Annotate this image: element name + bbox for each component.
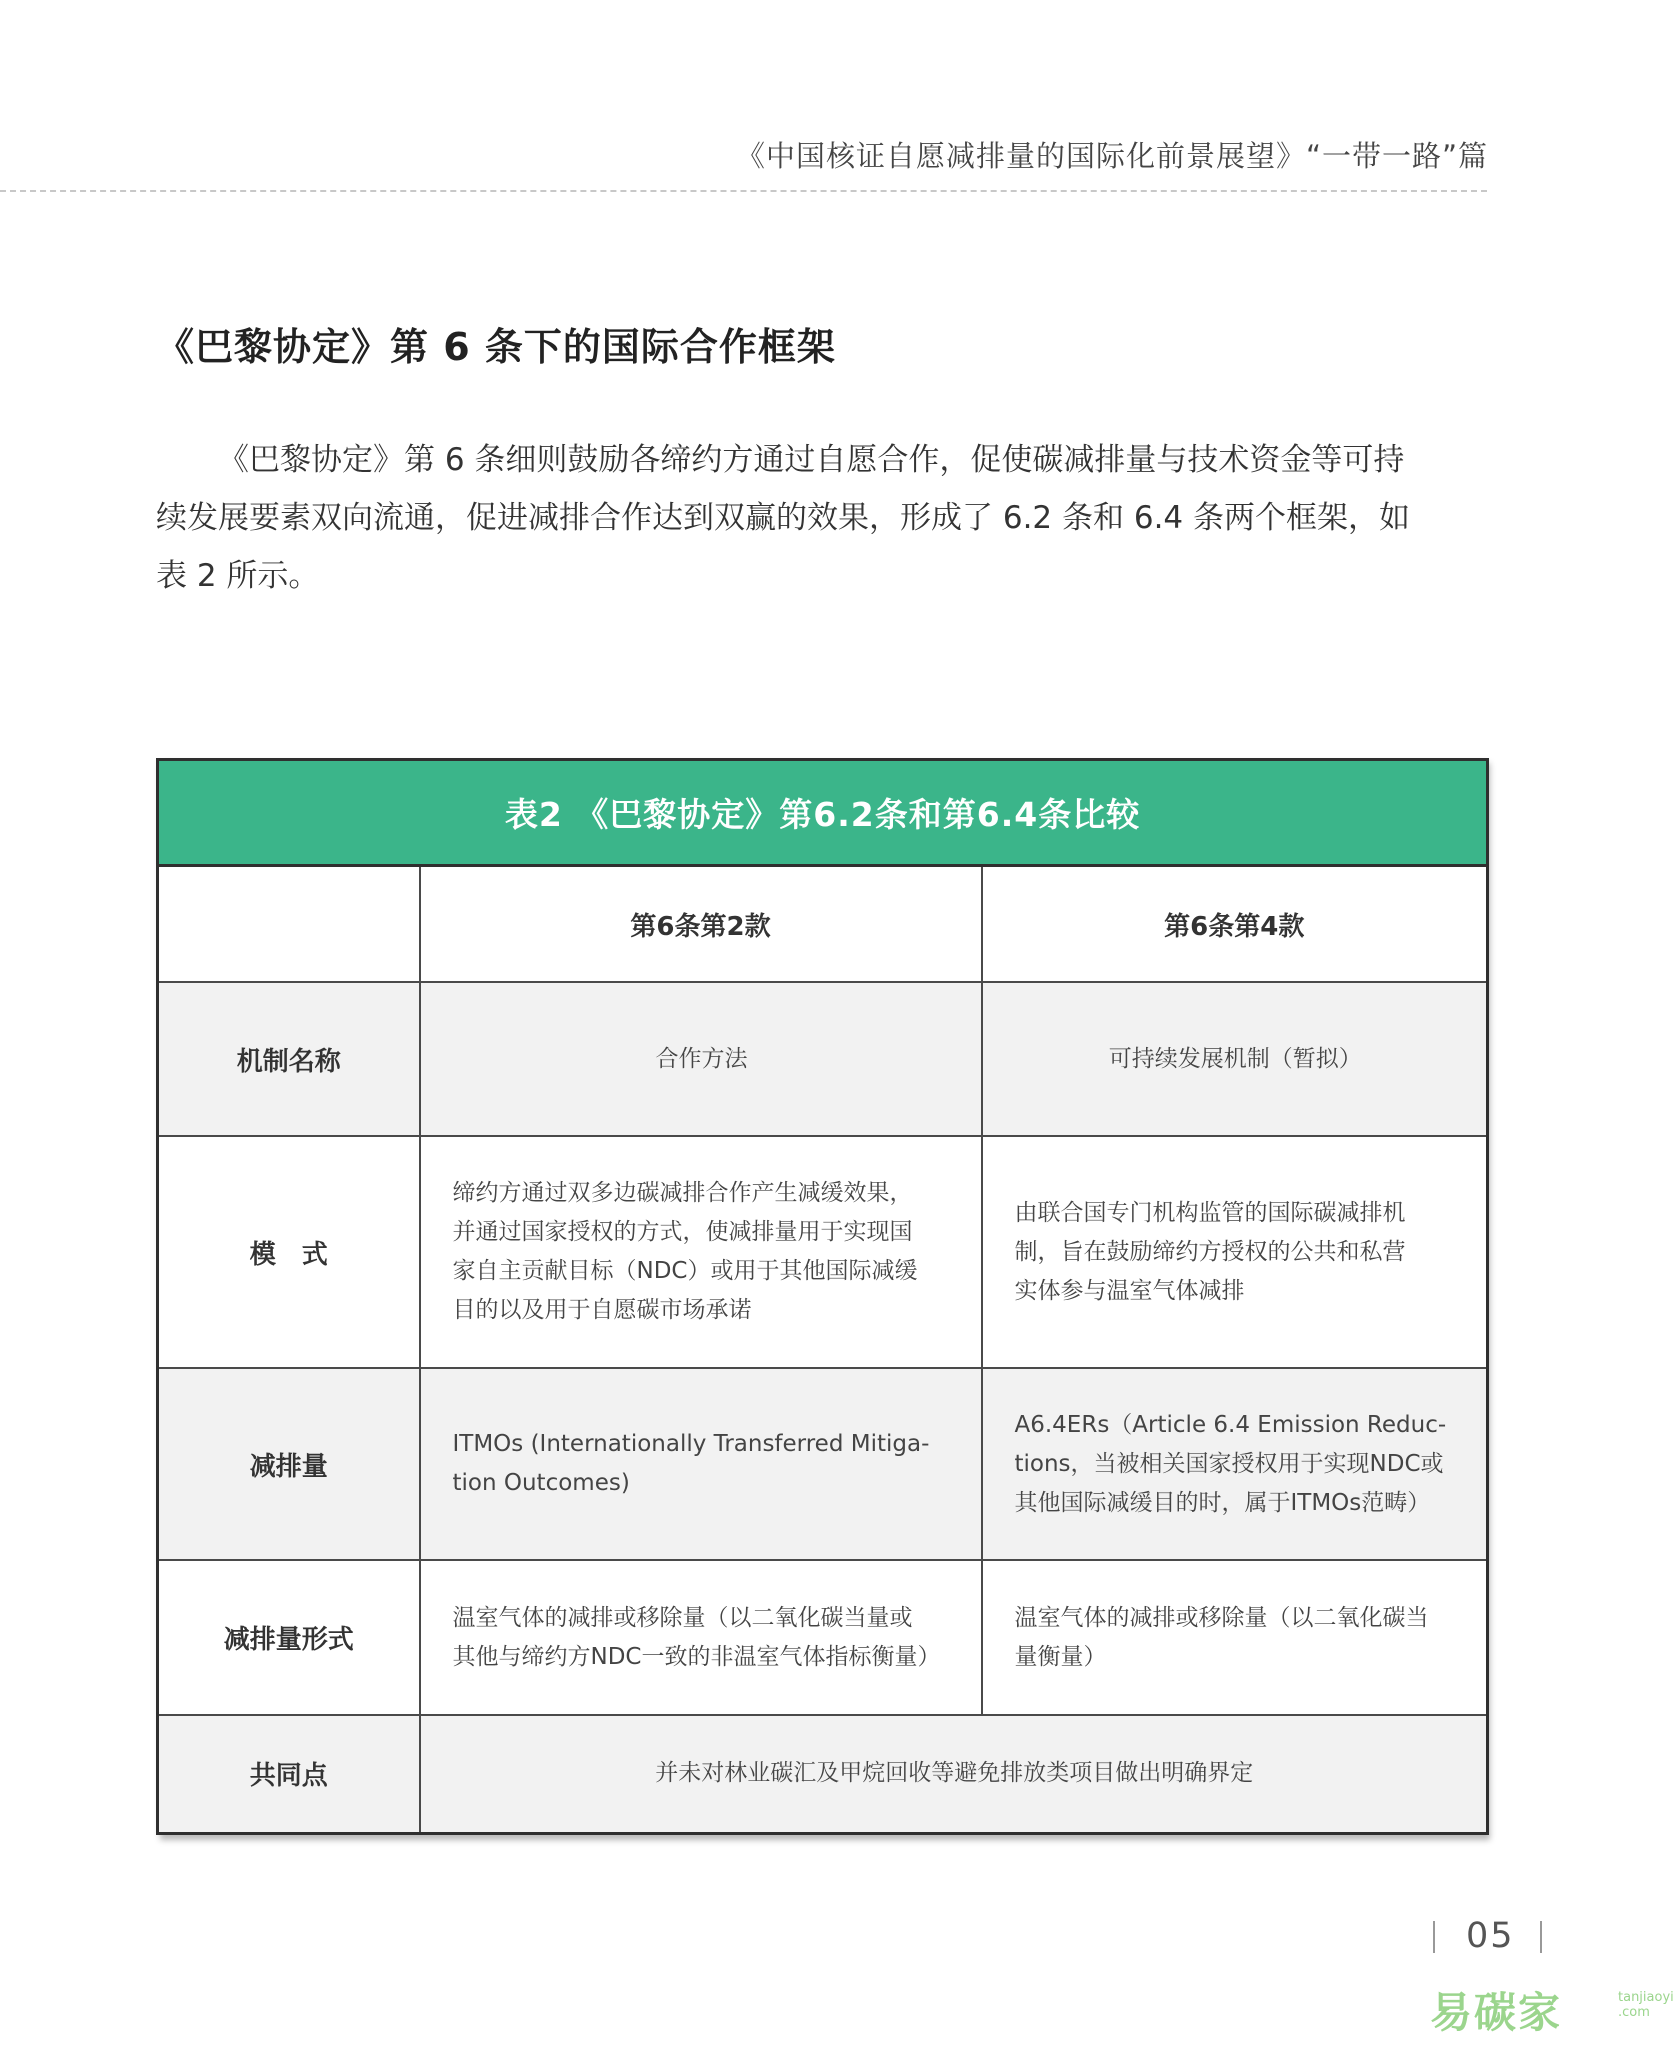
row-label-reduction-form: 减排量形式 — [158, 1560, 420, 1715]
table-row — [158, 1560, 1488, 1715]
cell-6-4-mode — [982, 1136, 1488, 1368]
watermark-domain-line: tanjiaoyi — [1618, 1990, 1674, 2005]
cell-6-4-reduction-form — [982, 1560, 1488, 1715]
row-label-mode: 模 式 — [158, 1136, 420, 1368]
page-number — [1438, 1916, 1515, 1956]
row-label-common: 共同点 — [158, 1715, 420, 1833]
watermark-logo: 易碳家 — [1430, 1988, 1563, 2037]
cell-common-value — [420, 1715, 1488, 1833]
cell-text: 温室气体的减排或移除量（以二氧化碳当量或 — [452, 1604, 913, 1631]
table-row — [158, 982, 1488, 1136]
cell-text: 其他国际减缓目的时，属于ITMOs范畴） — [1014, 1489, 1431, 1516]
comparison-table — [156, 758, 1486, 1835]
cell-6-4-mechanism-name — [982, 982, 1488, 1136]
table-row — [158, 1368, 1488, 1560]
cell-text: 合作方法 — [655, 1045, 748, 1072]
cell-text: 制，旨在鼓励缔约方授权的公共和私营 — [1014, 1238, 1406, 1265]
section-title: 《巴黎协定》第 6 条下的国际合作框架 — [156, 325, 836, 369]
table-corner-cell — [158, 866, 420, 983]
cell-6-2-mode — [420, 1136, 982, 1368]
cell-text: ITMOs (Internationally Transferred Mitiga- — [452, 1431, 930, 1457]
watermark-domain-line: .com — [1618, 2005, 1650, 2020]
column-header-6-2: 第6条第2款 — [420, 866, 982, 983]
paragraph-line: 表 2 所示。 — [156, 558, 320, 594]
table-row — [158, 1715, 1488, 1833]
paragraph-line: 续发展要素双向流通，促进减排合作达到双赢的效果，形成了 6.2 条和 6.4 条两个框架，如 — [156, 500, 1411, 536]
watermark-domain — [1618, 1990, 1674, 2020]
page-number-bar-right — [1540, 1921, 1542, 1953]
header-divider — [0, 190, 1487, 192]
row-label-reductions: 减排量 — [158, 1368, 420, 1560]
page-number-bar-left — [1433, 1921, 1435, 1953]
cell-6-2-reductions — [420, 1368, 982, 1560]
intro-paragraph — [156, 431, 1486, 605]
cell-text: 其他与缔约方NDC一致的非温室气体指标衡量） — [452, 1643, 941, 1670]
cell-text: 目的以及用于自愿碳市场承诺 — [452, 1297, 752, 1323]
cell-text: 量衡量） — [1014, 1643, 1107, 1670]
cell-text: A6.4ERs（Article 6.4 Emission Reduc- — [1014, 1411, 1447, 1438]
cell-text: 缔约方通过双多边碳减排合作产生减缓效果， — [452, 1180, 913, 1206]
row-label-mechanism-name: 机制名称 — [158, 982, 420, 1136]
column-header-6-4: 第6条第4款 — [982, 866, 1488, 983]
cell-text: 并未对林业碳汇及甲烷回收等避免排放类项目做出明确界定 — [655, 1760, 1254, 1787]
cell-text: 并通过国家授权的方式，使减排量用于实现国 — [452, 1219, 913, 1245]
cell-text: tion Outcomes) — [452, 1470, 630, 1496]
cell-text: 实体参与温室气体减排 — [1014, 1277, 1245, 1304]
cell-text: 温室气体的减排或移除量（以二氧化碳当 — [1014, 1604, 1429, 1631]
cell-6-2-reduction-form — [420, 1560, 982, 1715]
page-number-text: 05 — [1466, 1916, 1515, 1956]
cell-text: 家自主贡献目标（NDC）或用于其他国际减缓 — [452, 1258, 918, 1284]
table-caption: 表2 《巴黎协定》第6.2条和第6.4条比较 — [158, 760, 1488, 866]
table-row — [158, 1136, 1488, 1368]
paragraph-line: 《巴黎协定》第 6 条细则鼓励各缔约方通过自愿合作，促使碳减排量与技术资金等可持 — [218, 442, 1405, 478]
cell-text: 可持续发展机制（暂拟） — [1108, 1045, 1362, 1072]
cell-6-2-mechanism-name — [420, 982, 982, 1136]
cell-text: tions，当被相关国家授权用于实现NDC或 — [1014, 1450, 1444, 1477]
cell-text: 由联合国专门机构监管的国际碳减排机 — [1014, 1199, 1406, 1226]
running-header: 《中国核证自愿减排量的国际化前景展望》“一带一路”篇 — [735, 139, 1488, 173]
cell-6-4-reductions — [982, 1368, 1488, 1560]
